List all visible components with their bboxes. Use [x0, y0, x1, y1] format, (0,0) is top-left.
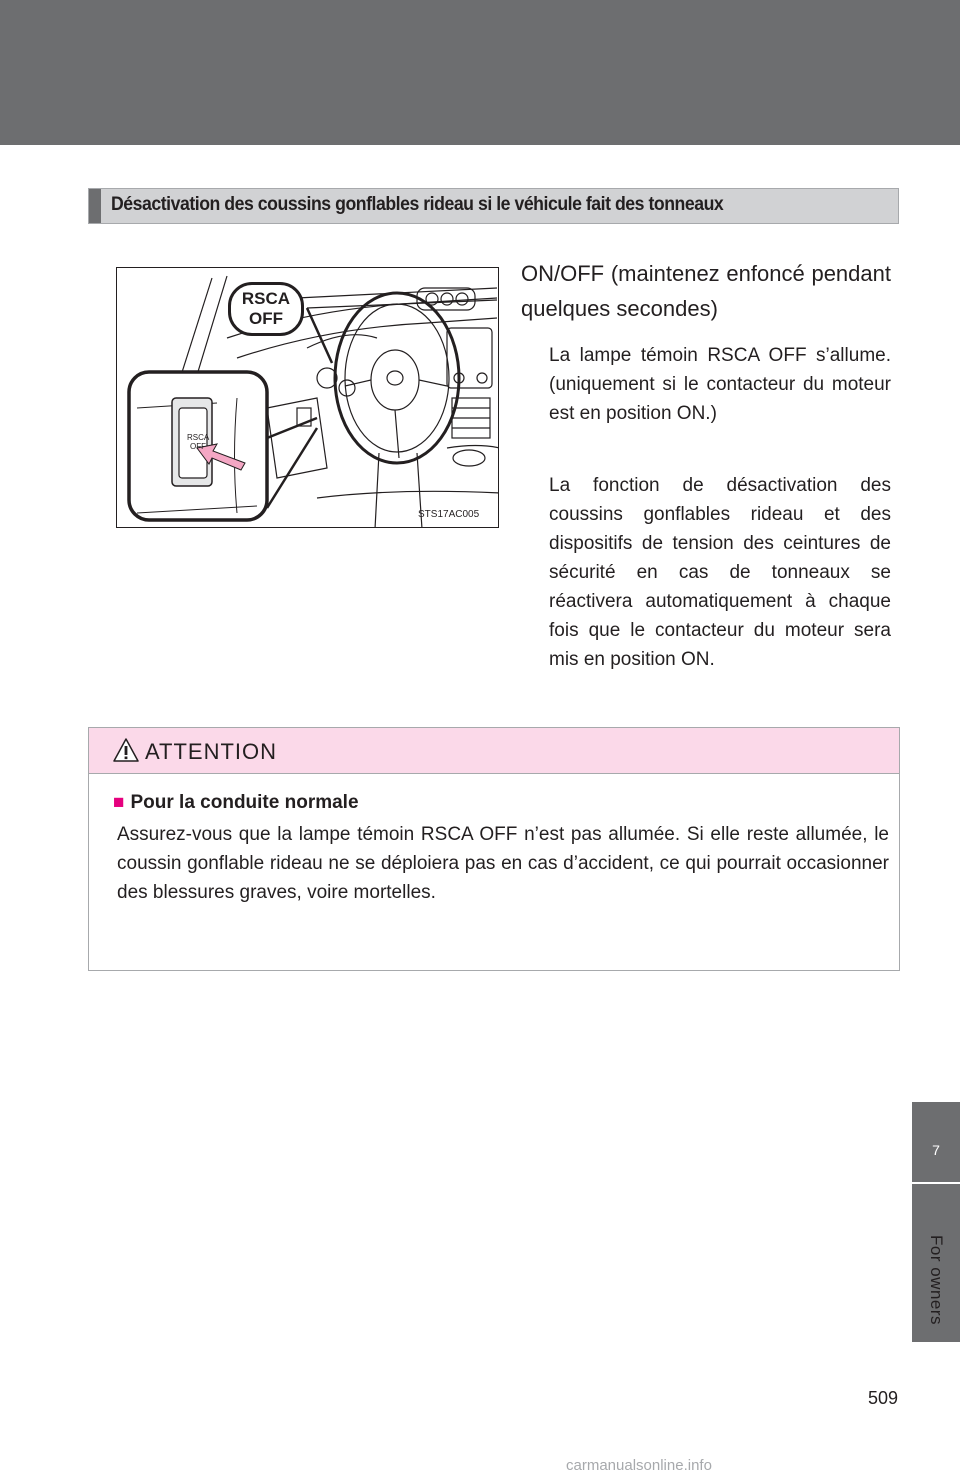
- section-title: Désactivation des coussins gonflables rideau si le véhicule fait des tonneaux: [111, 194, 724, 215]
- page-number: 509: [867, 1388, 898, 1408]
- switch-label-line2: OFF: [190, 442, 206, 451]
- switch-label-line1: RSCA: [187, 433, 210, 442]
- warning-triangle-icon: [113, 738, 139, 762]
- top-band: [0, 0, 960, 145]
- caution-box: [88, 727, 900, 971]
- rsca-off-callout: [228, 282, 304, 336]
- chapter-tab-divider: [912, 1182, 960, 1184]
- section-marker: [89, 189, 101, 223]
- caution-header: [89, 728, 899, 774]
- caution-text: Assurez-vous que la lampe témoin RSCA OFF n’est pas allumée. Si elle reste allumée, le coussin gonflable rideau ne se déploiera pas en cas d’accident, ce qui pourrait occasionner des blessures graves, voire mortelles.: [117, 824, 889, 903]
- watermark: carmanualsonline.info: [566, 1457, 712, 1474]
- chapter-number: 7: [932, 1142, 940, 1158]
- square-bullet-icon: ■: [113, 792, 125, 813]
- chapter-label: For owners: [927, 1234, 946, 1326]
- dashboard-illustration: [116, 267, 499, 528]
- instruction-lead: ON/OFF (maintenez enfoncé pendant quelques secondes): [521, 261, 891, 321]
- callout-line2: OFF: [249, 309, 283, 328]
- illustration-code: STS17AC005: [418, 509, 480, 520]
- caution-subheading-text: Pour la conduite normale: [130, 792, 359, 813]
- caution-label: ATTENTION: [145, 739, 278, 764]
- dashboard-drawing: [117, 268, 499, 528]
- chapter-label-wrap: [920, 1220, 950, 1340]
- instruction-paragraph-2: La fonction de désactivation des coussins gonflables rideau et des dispositifs de tension des ceintures de sécurité en cas de tonneaux se réactivera automatiquement à chaque fois que le contacteur du moteur sera mis en position ON.: [549, 475, 891, 670]
- section-header: [88, 188, 899, 224]
- callout-line1: RSCA: [241, 289, 291, 308]
- instruction-paragraph-1: La lampe témoin RSCA OFF s’allume. (uniquement si le contacteur du moteur est en position ON.): [549, 345, 891, 424]
- caution-subheading: [113, 792, 359, 814]
